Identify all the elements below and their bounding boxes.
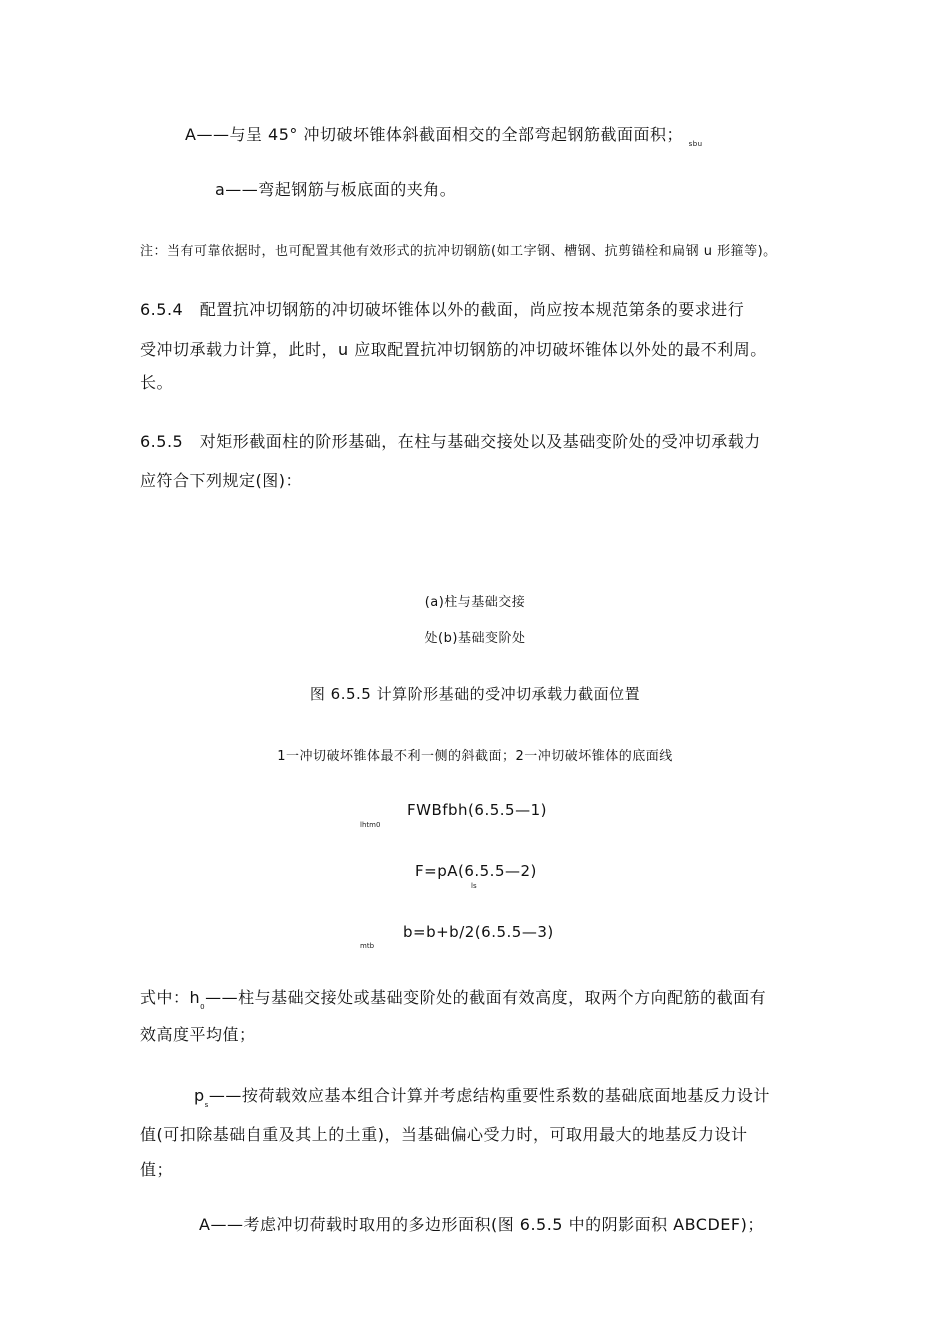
equation-1-subscripts: lhtm0 <box>360 821 381 829</box>
subscript-0: 0 <box>200 1003 206 1011</box>
subscript-s: s <box>204 1101 209 1109</box>
equation-3-subscripts: mtb <box>360 942 375 950</box>
line-asbu-definition: A——与呈 45° 冲切破坏锥体斜截面相交的全部弯起钢筋截面面积； $_{sbu}$ <box>185 125 703 148</box>
equation-6-5-5-1: FWBfbh(6.5.5—1) <box>407 801 547 819</box>
figure-subcaption-b: 处(b)基础变阶处 <box>424 631 526 646</box>
definition-h0-line-2: 效高度平均值； <box>140 1025 256 1044</box>
section-6-5-5-line-1: 6.5.5 对矩形截面柱的阶形基础，在柱与基础交接处以及基础变阶处的受冲切承载力 <box>140 432 761 451</box>
note-line: 注：当有可靠依据时，也可配置其他有效形式的抗冲切钢筋(如工字钢、槽钢、抗剪锚栓和扁钢 u 形箍等)。 <box>140 244 777 259</box>
line-alpha-definition: a——弯起钢筋与板底面的夹角。 <box>215 180 457 199</box>
definition-area-a: A——考虑冲切荷载时取用的多边形面积(图 6.5.5 中的阴影面积 ABCDEF)； <box>199 1215 764 1234</box>
figure-legend: 1一冲切破坏锥体最不利一侧的斜截面；2一冲切破坏锥体的底面线 <box>277 749 673 764</box>
subscript-sbu: sbu <box>688 140 703 148</box>
equation-6-5-5-3: b=b+b/2(6.5.5—3) <box>403 923 554 941</box>
definition-ps-line-1: $p_s——$按荷载效应基本组合计算并考虑结构重要性系数的基础底面地基反力设计 <box>194 1086 770 1109</box>
section-6-5-4-line-1: 6.5.4 配置抗冲切钢筋的冲切破坏锥体以外的截面，尚应按本规范第条的要求进行 <box>140 300 745 319</box>
section-6-5-4-line-2: 受冲切承载力计算，此时，u 应取配置抗冲切钢筋的冲切破坏锥体以外处的最不利周。 <box>140 340 767 359</box>
definition-ps-line-2: 值(可扣除基础自重及其上的土重)，当基础偏心受力时，可取用最大的地基反力设计 <box>140 1125 748 1144</box>
equation-2-subscripts: ls <box>471 882 477 890</box>
definition-h0-line-1: 式中：$h_0——$柱与基础交接处或基础变阶处的截面有效高度，取两个方向配筋的截面有 <box>140 988 767 1011</box>
definition-ps-line-3: 值； <box>140 1160 174 1179</box>
section-6-5-5-line-2: 应符合下列规定(图)： <box>140 471 302 490</box>
figure-title: 图 6.5.5 计算阶形基础的受冲切承载力截面位置 <box>309 685 641 703</box>
equation-6-5-5-2: F=pA(6.5.5—2) <box>415 862 537 880</box>
section-6-5-4-line-3: 长。 <box>140 373 174 392</box>
figure-subcaption-a: (a)柱与基础交接 <box>424 595 526 610</box>
